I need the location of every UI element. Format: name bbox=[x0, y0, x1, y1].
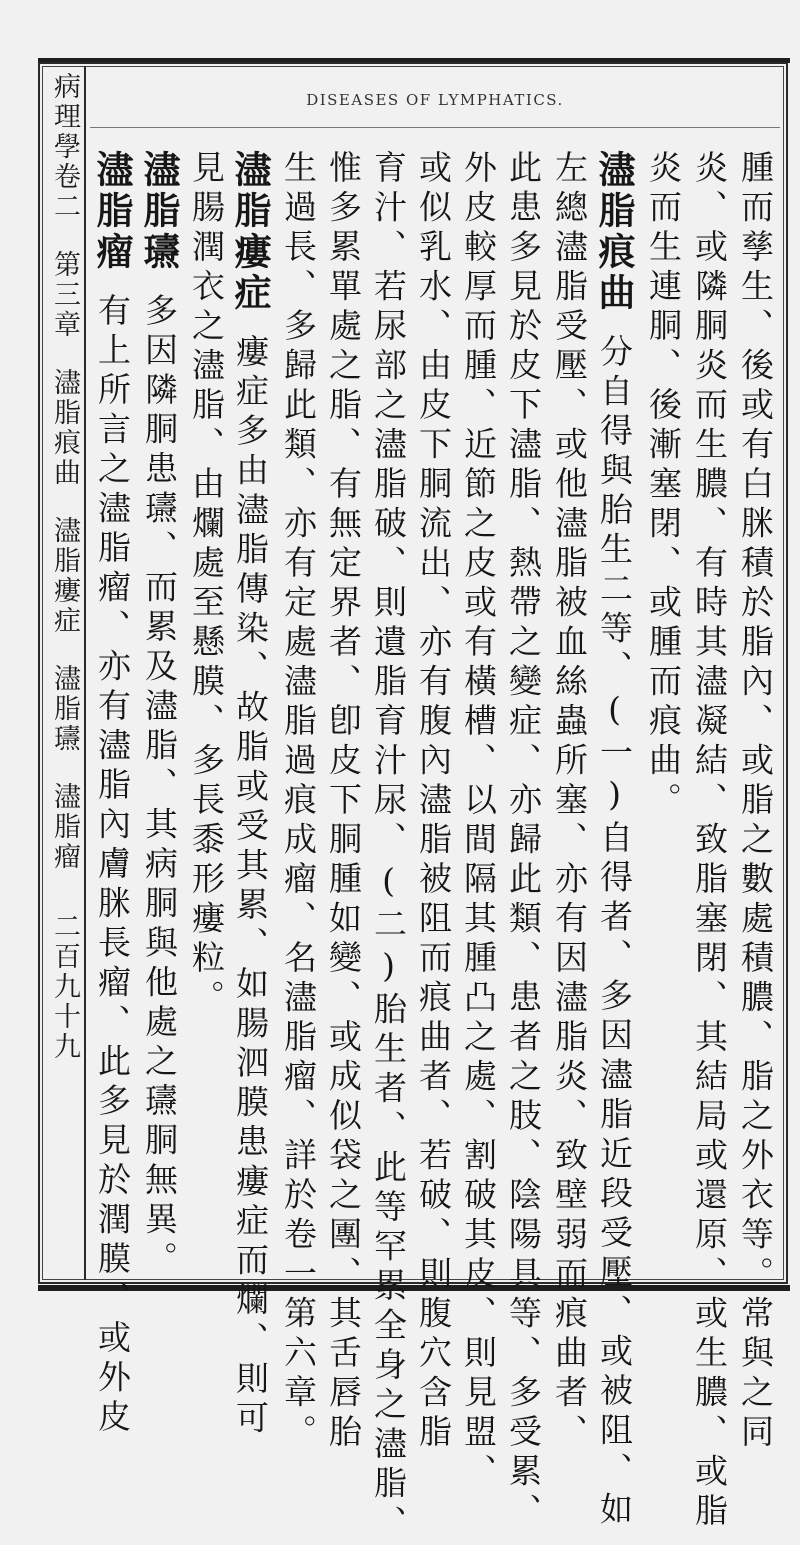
header-rule bbox=[90, 127, 780, 128]
text-column-1: 腫而孳生、後或有白脒積於脂內、或脂之數處積膿、脂之外衣等。常與之同 bbox=[736, 150, 775, 1454]
text-column-8: 或似乳水、由皮下胴流出、亦有腹內濜脂被阻而痕曲者、若破、則腹穴含脂 bbox=[414, 150, 453, 1454]
side-topic-3: 濜脂瓙 bbox=[49, 664, 80, 754]
side-book-title: 病理學卷二 bbox=[49, 72, 80, 222]
section-text-lymph-tumor: 有上所言之濜脂瘤、亦有濜脂內膚脒長瘤、此多見於潤膜、或外皮 bbox=[93, 293, 132, 1439]
text-column-13: 見腸潤衣之濜脂、由爛處至懸膜、多長黍形瘻粒。 bbox=[187, 150, 226, 1019]
section-text-lymph-cancer: 多因隣胴患瓙、而累及濜脂、其病胴與他處之瓙胴無異。 bbox=[140, 293, 179, 1281]
text-column-15 bbox=[92, 150, 132, 1439]
text-column-12 bbox=[230, 150, 270, 1440]
text-column-9: 育汁、若尿部之濜脂破、則遺脂育汁尿、(二)胎生者、此等罕累全身之濜脂、 bbox=[369, 150, 408, 1545]
text-column-3: 炎而生連胴、後漸塞閉、或腫而痕曲。 bbox=[644, 150, 683, 822]
side-divider bbox=[84, 66, 86, 1280]
text-column-6: 此患多見於皮下濜脂、熱帶之變症、亦歸此類、患者之肢、陰陽具等、多受累、 bbox=[504, 150, 543, 1533]
text-column-11: 生過長、多歸此類、亦有定處濜脂過痕成瘤、名濜脂瘤、詳於卷一第六章。 bbox=[279, 150, 318, 1454]
text-column-14 bbox=[139, 150, 179, 1281]
section-title-lymph-varix: 濜脂痕曲 bbox=[592, 150, 636, 314]
text-column-10: 惟多累單處之脂、有無定界者、卽皮下胴腫如變、或成似袋之團、其舌唇胎 bbox=[324, 150, 363, 1454]
section-title-lymph-tumor: 濜脂瘤 bbox=[90, 150, 134, 273]
side-topic-2: 濜脂瘻症 bbox=[49, 516, 80, 636]
section-title-lymph-tuberculosis: 濜脂瘻症 bbox=[228, 150, 272, 314]
section-title-lymph-cancer: 濜脂瓙 bbox=[137, 150, 181, 273]
section-text-lymph-tuberculosis: 瘻症多由濜脂傳染、故脂或受其累、如腸泗膜患瘻症而爛、則可 bbox=[231, 334, 270, 1440]
section-text-lymph-varix: 分自得與胎生二等、(一)自得者、多因濜脂近段受壓、或被阻、如 bbox=[595, 334, 634, 1531]
text-column-7: 外皮較厚而腫、近節之皮或有橫槽、以間隔其腫凸之處、割破其皮、則見盟、 bbox=[459, 150, 498, 1493]
running-side-header bbox=[46, 72, 82, 1272]
page-number: 二百九十九 bbox=[49, 912, 80, 1062]
text-column-4 bbox=[594, 150, 634, 1531]
side-chapter: 第三章 bbox=[49, 250, 80, 340]
text-column-5: 左總濜脂受壓、或他濜脂被血絲蟲所塞、亦有因濜脂炎、致壁弱而痕曲者、 bbox=[550, 150, 589, 1454]
text-column-2: 炎、或隣胴炎而生膿、有時其濜凝結、致脂塞閉、其結局或還原、或生膿、或脂 bbox=[690, 150, 729, 1533]
side-topic-1: 濜脂痕曲 bbox=[49, 368, 80, 488]
side-topic-4: 濜脂瘤 bbox=[49, 782, 80, 872]
page-header: DISEASES OF LYMPHATICS. bbox=[306, 91, 564, 109]
